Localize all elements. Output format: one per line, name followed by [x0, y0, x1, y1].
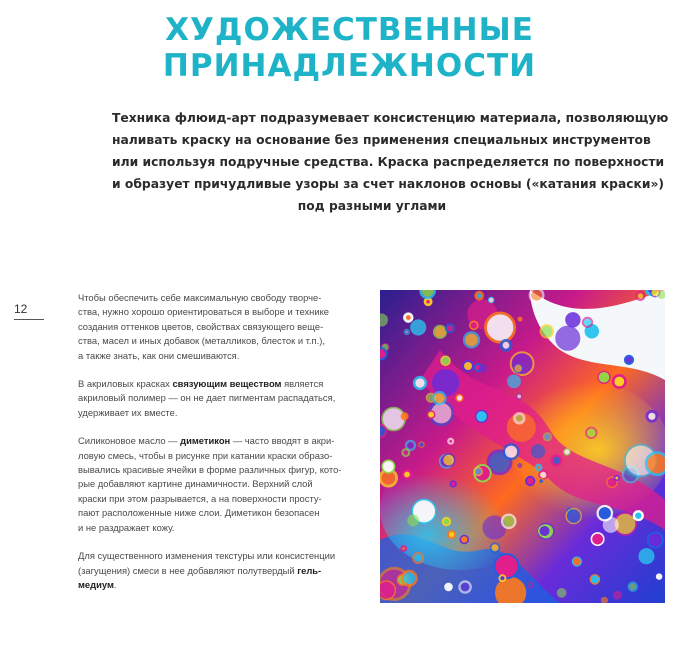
- art-cell: [552, 456, 562, 466]
- art-cell: [556, 327, 579, 350]
- art-cell: [502, 515, 515, 528]
- art-cell: [544, 433, 552, 441]
- art-cell: [402, 449, 409, 456]
- art-cell: [445, 584, 452, 591]
- page-title-line-2: ПРИНАДЛЕЖНОСТИ: [162, 48, 537, 84]
- p1-line-2: ства, нужно хорошо ориентироваться в выборе и технике: [78, 306, 330, 318]
- art-cell: [566, 509, 581, 524]
- fluid-art-image: [380, 290, 665, 603]
- p1-line-1: Чтобы обеспечить себе максимальную свободу творче-: [78, 292, 322, 303]
- art-cell: [408, 516, 418, 526]
- art-cell: [413, 553, 423, 563]
- art-cell: [425, 299, 431, 305]
- art-cell: [448, 439, 453, 444]
- p3-text-c: — часто вводят в акри-: [230, 435, 335, 447]
- paragraph-1: [78, 291, 368, 363]
- art-cell: [456, 395, 463, 402]
- art-cell: [402, 571, 416, 585]
- lead-line-2: наливать краску на основание без применения специальных инструментов: [112, 133, 651, 147]
- art-cell: [511, 352, 534, 375]
- art-cell: [530, 290, 543, 302]
- art-cell: [421, 290, 435, 298]
- art-cell: [494, 554, 518, 578]
- art-cell: [486, 313, 515, 342]
- art-cell: [380, 314, 387, 326]
- p3-text-a: Силиконовое масло —: [78, 435, 181, 447]
- art-cell: [380, 581, 395, 599]
- art-cell: [591, 533, 603, 545]
- p4-line-3: [78, 578, 368, 592]
- p2-text-c: является: [281, 378, 324, 390]
- art-cell: [531, 445, 544, 458]
- art-cell: [496, 578, 525, 603]
- art-cell: [615, 476, 619, 480]
- lead-line-3: или используя подручные средства. Краска распределяется по поверхности: [112, 155, 665, 169]
- art-cell: [528, 583, 533, 588]
- art-cell: [448, 531, 455, 538]
- art-cell: [586, 428, 597, 439]
- art-cell: [470, 321, 478, 329]
- art-cell: [411, 320, 425, 334]
- term-gel-medium-1: гель-: [297, 564, 322, 576]
- art-cell: [501, 340, 511, 350]
- art-cell: [639, 549, 654, 564]
- page-number: 12: [14, 302, 44, 320]
- art-cell: [515, 414, 525, 424]
- art-cell: [446, 324, 454, 332]
- art-cell: [541, 325, 554, 338]
- paragraph-4: [78, 549, 368, 592]
- p3-line-4: рые добавляют картине динамичности. Верхний слой: [78, 478, 313, 490]
- body-text: [78, 291, 368, 606]
- p3-line-7: и не раздражает кожу.: [78, 521, 175, 533]
- art-cell: [403, 471, 411, 479]
- art-cell: [590, 575, 599, 584]
- art-cell: [514, 364, 523, 373]
- art-cell: [491, 543, 500, 552]
- art-cell: [517, 394, 522, 399]
- art-cell: [433, 392, 445, 404]
- art-cell: [518, 317, 522, 321]
- art-cell: [539, 479, 544, 484]
- art-cell: [476, 292, 483, 299]
- art-cell: [625, 356, 633, 364]
- art-cell: [602, 598, 607, 603]
- art-cell: [479, 365, 486, 372]
- lead-line-4: и образует причудливые узоры за счет наклонов основы («катания краски»): [112, 177, 665, 191]
- art-cell: [564, 449, 570, 455]
- p2-line-3: удерживает их вместе.: [78, 406, 178, 418]
- art-cell: [405, 314, 413, 322]
- art-cell: [460, 581, 471, 592]
- art-cell: [526, 477, 535, 486]
- p2-line-1: [78, 377, 368, 391]
- p1-line-5: а также знать, как они смешиваются.: [78, 349, 240, 361]
- art-cell: [516, 462, 523, 469]
- art-cell: [443, 518, 451, 526]
- p1-line-3: создания оттенков цветов, свойствах связующего веще-: [78, 320, 324, 332]
- lead-line-1: Техника флюид-арт подразумевает консистенцию материала, позволяющую: [112, 111, 669, 125]
- term-dimethicone: диметикон: [180, 435, 231, 447]
- art-cell: [539, 525, 551, 537]
- art-cell: [401, 413, 408, 420]
- art-cell: [441, 356, 450, 365]
- art-cell: [504, 444, 519, 459]
- art-cell: [419, 442, 424, 447]
- art-cell: [598, 506, 612, 520]
- art-cell: [614, 592, 620, 598]
- p3-line-2: ловую смесь, чтобы в рисунке при катании краски образо-: [78, 449, 333, 461]
- art-cell: [634, 511, 643, 520]
- art-cell: [536, 465, 541, 470]
- p2-text-a: В акриловых красках: [78, 378, 173, 390]
- page-title: [0, 12, 699, 84]
- art-cell: [428, 411, 435, 418]
- p4-text-a: (загущения) смеси в нее добавляют полутвердый: [78, 564, 298, 576]
- art-cell: [414, 377, 426, 389]
- art-cell: [648, 532, 663, 547]
- p3-line-6: пают расположенные ниже слои. Диметикон безопасен: [78, 507, 320, 519]
- art-cell: [463, 361, 473, 371]
- p3-line-3: вывались красивые ячейки в форме различных фигур, кото-: [78, 464, 342, 476]
- art-cell: [460, 536, 468, 544]
- p4-text-c: .: [113, 578, 117, 590]
- art-cell: [647, 411, 657, 421]
- lead-paragraph: [112, 107, 669, 217]
- art-cell: [637, 292, 645, 300]
- page-title-line-1: ХУДОЖЕСТВЕННЫЕ: [165, 12, 534, 48]
- art-cell: [380, 425, 386, 438]
- art-cell: [598, 371, 610, 383]
- art-cell: [583, 318, 592, 327]
- art-cell: [464, 332, 479, 347]
- art-cell: [572, 557, 581, 566]
- p1-line-4: ства, масел и иных добавок (металликов, блесток и т.п.),: [78, 335, 325, 347]
- art-cell: [380, 348, 387, 359]
- art-cell: [539, 471, 547, 479]
- art-cell: [474, 468, 482, 476]
- p4-line-1: Для существенного изменения текстуры или консистенции: [78, 550, 336, 562]
- p3-line-5: краски при этом разрывается, а на поверхности просту-: [78, 492, 322, 504]
- art-cell: [405, 330, 409, 334]
- art-cell: [646, 453, 665, 475]
- art-cell: [476, 411, 488, 423]
- art-cell: [401, 546, 406, 551]
- art-cell: [567, 313, 580, 326]
- p3-line-1: [78, 434, 368, 448]
- art-cell: [450, 481, 456, 487]
- paragraph-3: [78, 434, 368, 535]
- art-cell: [556, 587, 568, 599]
- art-cell: [656, 574, 661, 579]
- p2-line-2: акриловый полимер — он не дает пигментам распадаться,: [78, 392, 336, 404]
- p4-line-2: [78, 564, 368, 578]
- art-cell: [499, 575, 505, 581]
- art-cell: [657, 290, 665, 300]
- term-gel-medium-2: медиум: [78, 578, 114, 590]
- art-cell: [506, 374, 521, 389]
- art-cell: [629, 582, 638, 591]
- lead-line-5: под разными углами: [297, 199, 447, 213]
- art-cell: [613, 375, 625, 387]
- paragraph-2: [78, 377, 368, 420]
- fluid-art-svg: [380, 290, 665, 603]
- art-cell: [488, 297, 494, 303]
- art-cell: [443, 454, 455, 466]
- art-cell: [382, 460, 394, 472]
- term-binder: связующим веществом: [172, 378, 282, 390]
- art-cell: [434, 326, 447, 339]
